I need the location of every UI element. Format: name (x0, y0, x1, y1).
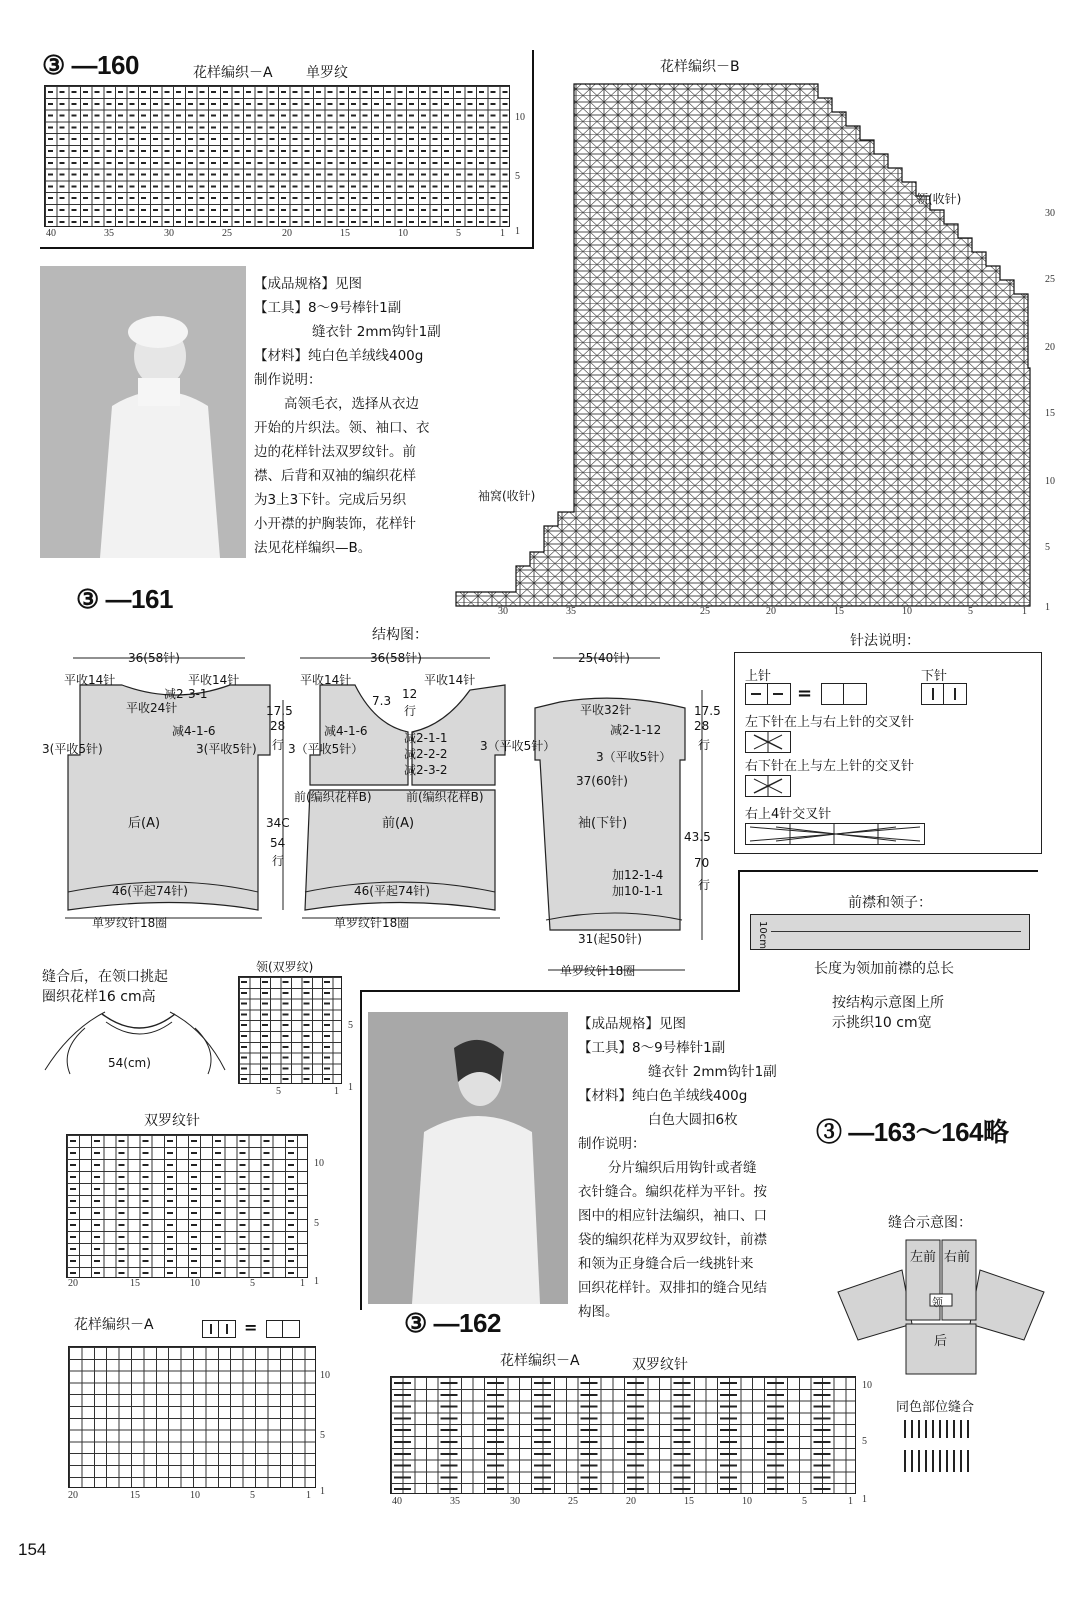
row-label: 5 (515, 171, 520, 182)
front-neck-rows: 12 (402, 687, 418, 701)
placket-note-1: 按结构示意图上所 (832, 995, 944, 1011)
height-body: 34C (266, 816, 290, 830)
sleeve-length: 43.5 (684, 830, 711, 844)
back-piece-label: 后(A) (128, 816, 161, 831)
spec-line: 【成品规格】见图 (578, 1016, 686, 1032)
col-label: 10 (902, 606, 912, 617)
placket-note-2: 示挑织10 cm宽 (832, 1015, 932, 1031)
row-label: 5 (862, 1436, 867, 1447)
back-bind-left: 平收14针 (64, 673, 116, 687)
sleeve-cap-rows: 28 (694, 719, 710, 733)
row-label: 1 (862, 1494, 867, 1505)
col-label: 10 (742, 1496, 752, 1507)
collar-circumference: 54(cm) (108, 1056, 151, 1070)
sewing-note: 同色部位缝合 (896, 1400, 975, 1415)
spec-line: 【工具】8～9号棒针1副 (254, 300, 402, 316)
row-label: 1 (515, 226, 520, 237)
cable4-symbol (745, 823, 925, 845)
row-label: 5 (314, 1218, 319, 1229)
col-label: 5 (968, 606, 973, 617)
chart-a162-label: 花样编织－A (500, 1353, 580, 1369)
col-label: 5 (250, 1490, 255, 1501)
sleeve-row-unit: 行 (698, 878, 711, 892)
placket-arrow (771, 931, 1021, 932)
col-label: 15 (834, 606, 844, 617)
placket-width: 10cm (757, 921, 768, 949)
spec-line: 分片编织后用钩针或者缝 (608, 1160, 757, 1176)
placket-desc: 长度为领加前襟的总长 (814, 961, 954, 977)
front-pattern-left: 前(编织花样B) (294, 790, 372, 804)
col-label: 10 (398, 228, 408, 239)
spec-line: 法见花样编织—B。 (254, 540, 372, 556)
pattern-number-163-164: ③ —163～164略 (816, 1117, 1009, 1147)
front-piece-label: 前(A) (382, 816, 415, 831)
sleeve-increase-2: 加10-1-1 (612, 884, 664, 898)
front-neck-decrease-1: 减2-1-1 (404, 731, 448, 745)
chart-a161-label: 花样编织－A (74, 1317, 154, 1333)
blank-symbol-small (266, 1320, 300, 1338)
col-label: 40 (392, 1496, 402, 1507)
divider (738, 870, 740, 992)
back-decrease-1: 减2-3-1 (164, 687, 208, 701)
neck-chart-label: 领(双罗纹) (256, 960, 314, 974)
back-bind-center: 平收24针 (126, 701, 178, 715)
chart-b-grid (450, 76, 1040, 616)
front-neck-decrease-2: 减2-2-2 (404, 747, 448, 761)
spec-line: 图中的相应针法编织，袖口、口 (578, 1208, 767, 1224)
placket-title: 前襟和领子： (848, 895, 932, 911)
col-label: 35 (104, 228, 114, 239)
row-label: 10 (515, 112, 525, 123)
spec-line: 襟、后背和双袖的编织花样 (254, 468, 416, 484)
col-label: 35 (450, 1496, 460, 1507)
col-label: 15 (130, 1490, 140, 1501)
sleeve-bottom-width: 31(起50针) (578, 932, 642, 946)
equals-sign: = (797, 683, 813, 704)
front-ribbing: 单罗纹针18圈 (334, 916, 410, 930)
height-armhole: 17.5 (266, 704, 293, 718)
chart-a160-grid (44, 85, 510, 227)
col-label: 1 (334, 1086, 339, 1097)
back-bind-right: 平收14针 (188, 673, 240, 687)
front-bind-left: 平收14针 (300, 673, 352, 687)
row-label: 1 (314, 1276, 319, 1287)
cross-right-symbol (745, 775, 791, 797)
row-label: 10 (862, 1380, 872, 1391)
sewing-back: 后 (934, 1334, 948, 1349)
knit-symbol (921, 683, 967, 705)
divider (360, 990, 362, 1310)
front-neck-depth: 7.3 (372, 694, 392, 708)
sewing-right-front: 右前 (944, 1250, 971, 1265)
col-label: 30 (510, 1496, 520, 1507)
sleeve-increase-1: 加12-1-4 (612, 868, 664, 882)
col-label: 35 (566, 606, 576, 617)
col-label: 1 (306, 1490, 311, 1501)
height-row-unit: 行 (272, 854, 285, 868)
col-label: 5 (276, 1086, 281, 1097)
same-color-seam-marks (904, 1420, 974, 1472)
col-label: 25 (222, 228, 232, 239)
spec-line: 【材料】纯白色羊绒线400g (254, 348, 424, 364)
row-label: 10 (320, 1370, 330, 1381)
sleeve-bind-top: 平收32针 (580, 703, 632, 717)
purl-symbol (745, 683, 791, 705)
collar-note-1: 缝合后，在领口挑起 (42, 969, 168, 985)
spec-line: 【工具】8～9号棒针1副 (578, 1040, 726, 1056)
spec-line: 构图。 (578, 1304, 619, 1320)
sewing-collar: 领 (932, 1296, 943, 1309)
divider (360, 990, 740, 992)
double-rib-label: 双罗纹针 (144, 1113, 200, 1129)
col-label: 15 (340, 228, 350, 239)
col-label: 30 (498, 606, 508, 617)
divider (738, 870, 1038, 872)
knit-symbol-small (202, 1320, 236, 1338)
sewing-left-front: 左前 (910, 1250, 937, 1265)
col-label: 20 (68, 1278, 78, 1289)
spec-line: 小开襟的护胸装饰，花样针 (254, 516, 416, 532)
col-label: 5 (802, 1496, 807, 1507)
spec-line: 制作说明： (578, 1136, 646, 1152)
col-label: 5 (250, 1278, 255, 1289)
spec-line: 制作说明： (254, 372, 322, 388)
spec-line: 【成品规格】见图 (254, 276, 362, 292)
row-label: 30 (1045, 208, 1055, 219)
row-label: 1 (320, 1486, 325, 1497)
armhole-decrease-label: 袖窝(收针) (478, 489, 536, 503)
col-label: 10 (190, 1278, 200, 1289)
row-label: 5 (348, 1020, 353, 1031)
sleeve-mid-width: 37(60针) (576, 774, 628, 788)
neck-chart-grid (238, 976, 342, 1084)
row-label: 5 (320, 1430, 325, 1441)
double-rib-grid (66, 1134, 308, 1278)
structure-title: 结构图： (372, 627, 428, 643)
back-armhole-left: 3(平收5针) (42, 742, 103, 756)
equals-sign: = (244, 1318, 258, 1337)
col-label: 20 (282, 228, 292, 239)
chart-a160-label: 花样编织－A (193, 65, 273, 81)
blank-symbol (821, 683, 867, 705)
height-row-unit: 行 (272, 738, 285, 752)
col-label: 1 (1022, 606, 1027, 617)
back-width: 36(58针) (128, 651, 180, 665)
pattern-number-160: ③ —160 (42, 50, 139, 80)
stitch-legend-title: 针法说明： (850, 633, 920, 649)
col-label: 25 (568, 1496, 578, 1507)
front-bottom-width: 46(平起74针) (354, 884, 430, 898)
pattern-number-161: ③ —161 (76, 584, 173, 614)
front-neck-decrease-3: 减2-3-2 (404, 763, 448, 777)
height-body-rows: 54 (270, 836, 286, 850)
model-photo-162 (368, 1012, 568, 1304)
sleeve-cap-height: 17.5 (694, 704, 721, 718)
spec-line: 白色大圆扣6枚 (648, 1112, 738, 1128)
col-label: 10 (190, 1490, 200, 1501)
sleeve-piece-label: 袖(下针) (578, 816, 628, 831)
col-label: 15 (130, 1278, 140, 1289)
sewing-title: 缝合示意图： (888, 1215, 972, 1231)
stitch-legend-box (734, 652, 1042, 854)
front-pattern-right: 前(编织花样B) (406, 790, 484, 804)
row-label: 5 (1045, 542, 1050, 553)
spec-line: 和领为正身缝合后一线挑针来 (578, 1256, 754, 1272)
front-bind-right: 平收14针 (424, 673, 476, 687)
cross-left-symbol (745, 731, 791, 753)
spec-line: 边的花样针法双罗纹针。前 (254, 444, 416, 460)
back-armhole-right: 3(平收5针) (196, 742, 257, 756)
row-label: 1 (348, 1082, 353, 1093)
front-width: 36(58针) (370, 651, 422, 665)
back-bottom-width: 46(平起74针) (112, 884, 188, 898)
spec-line: 【材料】纯白色羊绒线400g (578, 1088, 748, 1104)
row-label: 20 (1045, 342, 1055, 353)
sleeve-row-unit: 行 (698, 738, 711, 752)
neck-decrease-label: 领(收针) (916, 192, 962, 206)
col-label: 15 (684, 1496, 694, 1507)
row-label: 1 (1045, 602, 1050, 613)
front-armhole-right: 3（平收5针） (480, 739, 556, 753)
spec-line: 缝衣针 2mm钩针1副 (648, 1064, 777, 1080)
col-label: 25 (700, 606, 710, 617)
spec-line: 高领毛衣，选择从衣边 (284, 396, 419, 412)
collar-note-2: 圈织花样16 cm高 (42, 989, 156, 1005)
cross-right-desc: 右下针在上与左上针的交叉针 (745, 759, 915, 774)
front-row-unit: 行 (404, 704, 417, 718)
spec-line: 缝衣针 2mm钩针1副 (312, 324, 441, 340)
front-decrease: 减4-1-6 (324, 724, 368, 738)
col-label: 40 (46, 228, 56, 239)
spec-162 (578, 1012, 828, 1324)
spec-line: 回织花样针。双排扣的缝合见结 (578, 1280, 767, 1296)
height-armhole-rows: 28 (270, 719, 286, 733)
sleeve-width: 25(40针) (578, 651, 630, 665)
col-label: 1 (848, 1496, 853, 1507)
col-label: 30 (164, 228, 174, 239)
back-decrease-2: 减4-1-6 (172, 724, 216, 738)
col-label: 5 (456, 228, 461, 239)
page-number: 154 (18, 1540, 47, 1559)
sleeve-decrease: 减2-1-12 (610, 723, 662, 737)
model-photo-161 (40, 266, 246, 558)
purl-label: 上针 (745, 669, 772, 684)
spec-line: 衣针缝合。编织花样为平针。按 (578, 1184, 767, 1200)
knit-label: 下针 (921, 669, 948, 684)
row-label: 15 (1045, 408, 1055, 419)
col-label: 20 (68, 1490, 78, 1501)
chart-b-label: 花样编织－B (660, 59, 740, 75)
row-label: 10 (1045, 476, 1055, 487)
chart-a162-sub: 双罗纹针 (632, 1357, 688, 1373)
cable4-desc: 右上4针交叉针 (745, 807, 832, 822)
col-label: 20 (766, 606, 776, 617)
cross-left-desc: 左下针在上与右上针的交叉针 (745, 715, 915, 730)
chart-a160-sub: 单罗纹 (306, 65, 348, 81)
col-label: 1 (500, 228, 505, 239)
spec-161 (254, 272, 474, 560)
col-label: 1 (300, 1278, 305, 1289)
sleeve-ribbing: 单罗纹针18圈 (560, 964, 636, 978)
row-label: 10 (314, 1158, 324, 1169)
front-armhole-left: 3（平收5针） (288, 742, 364, 756)
row-label: 25 (1045, 274, 1055, 285)
chart-a162-grid (390, 1376, 856, 1494)
pattern-number-162: ③ —162 (404, 1308, 501, 1338)
back-ribbing: 单罗纹针18圈 (92, 916, 168, 930)
spec-line: 开始的片织法。领、袖口、衣 (254, 420, 430, 436)
spec-line: 为3上3下针。完成后另织 (254, 492, 407, 508)
sleeve-length-rows: 70 (694, 856, 710, 870)
sleeve-armhole: 3（平收5针） (596, 750, 672, 764)
chart-a161-grid (68, 1346, 316, 1488)
col-label: 20 (626, 1496, 636, 1507)
placket-strip (750, 914, 1030, 950)
spec-line: 袋的编织花样为双罗纹针，前襟 (578, 1232, 767, 1248)
